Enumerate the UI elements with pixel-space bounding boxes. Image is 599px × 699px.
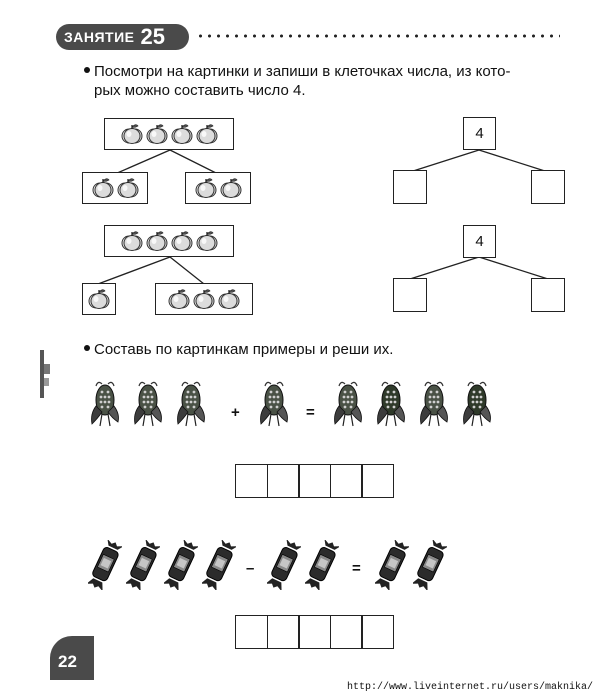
apple-icon xyxy=(218,288,240,310)
candy-icon xyxy=(413,540,447,590)
answer-cell[interactable] xyxy=(235,464,268,498)
example2-result-group xyxy=(375,540,447,590)
answer-cell[interactable] xyxy=(361,464,394,498)
apple-icon xyxy=(193,288,215,310)
tree1-right-apples xyxy=(185,172,251,204)
source-credit: http://www.liveinternet.ru/users/maknika/ xyxy=(346,682,593,693)
apple-icon xyxy=(121,230,143,252)
candy-icon xyxy=(305,540,339,590)
corn-icon xyxy=(331,380,365,428)
lesson-word: ЗАНЯТИЕ xyxy=(64,29,135,45)
candy-icon xyxy=(375,540,409,590)
tree1-left-apples xyxy=(82,172,148,204)
apple-icon xyxy=(146,123,168,145)
apple-icon xyxy=(117,177,139,199)
example1-right-group xyxy=(257,380,291,428)
apple-icon xyxy=(88,288,110,310)
candy-icon xyxy=(164,540,198,590)
answer-cell[interactable] xyxy=(267,464,300,498)
apple-icon xyxy=(92,177,114,199)
answer-cell[interactable] xyxy=(267,615,300,649)
apple-icon xyxy=(146,230,168,252)
answer-cell[interactable] xyxy=(330,615,363,649)
tree1-right-answer-box[interactable] xyxy=(531,170,565,204)
task1-line1: Посмотри на картинки и запиши в клеточках числа, из кото- xyxy=(94,63,511,80)
corn-icon xyxy=(174,380,208,428)
tree2-top-apples xyxy=(104,225,234,257)
tree2-target-box: 4 xyxy=(463,225,496,258)
answer-cell[interactable] xyxy=(298,615,331,649)
example2-right-group xyxy=(267,540,339,590)
apple-icon xyxy=(195,177,217,199)
tree2-left-apples xyxy=(82,283,116,315)
apple-icon xyxy=(196,230,218,252)
equals-sign-2: = xyxy=(352,560,361,577)
plus-sign: + xyxy=(231,404,240,421)
corn-icon xyxy=(374,380,408,428)
apple-icon xyxy=(220,177,242,199)
apple-icon xyxy=(168,288,190,310)
answer-cell[interactable] xyxy=(330,464,363,498)
answer-cell[interactable] xyxy=(361,615,394,649)
example2-left-group xyxy=(88,540,236,590)
corn-icon xyxy=(88,380,122,428)
apple-icon xyxy=(121,123,143,145)
example1-result-group xyxy=(331,380,494,428)
answer-cell[interactable] xyxy=(298,464,331,498)
example1-left-group xyxy=(88,380,208,428)
page-number: 22 xyxy=(58,652,77,671)
answer-cell[interactable] xyxy=(235,615,268,649)
candy-icon xyxy=(202,540,236,590)
tree1-top-apples xyxy=(104,118,234,150)
candy-icon xyxy=(267,540,301,590)
candy-icon xyxy=(126,540,160,590)
equals-sign: = xyxy=(306,404,315,421)
tree1-target-box: 4 xyxy=(463,117,496,150)
example1-answer-cells xyxy=(235,464,394,498)
corn-icon xyxy=(417,380,451,428)
lesson-number: 25 xyxy=(140,24,165,49)
task1-line2: рых можно составить число 4. xyxy=(94,82,306,99)
apple-icon xyxy=(196,123,218,145)
task2-instruction xyxy=(84,340,534,359)
minus-sign: – xyxy=(246,560,255,577)
margin-mark xyxy=(38,350,52,398)
corn-icon xyxy=(131,380,165,428)
bullet-icon xyxy=(84,345,90,351)
corn-icon xyxy=(460,380,494,428)
task2-line1: Составь по картинкам примеры и реши их. xyxy=(94,341,394,358)
tree1-left-answer-box[interactable] xyxy=(393,170,427,204)
example2-answer-cells xyxy=(235,615,394,649)
corn-icon xyxy=(257,380,291,428)
apple-icon xyxy=(171,230,193,252)
tree2-right-answer-box[interactable] xyxy=(531,278,565,312)
apple-icon xyxy=(171,123,193,145)
tree2-right-apples xyxy=(155,283,253,315)
tree2-left-answer-box[interactable] xyxy=(393,278,427,312)
candy-icon xyxy=(88,540,122,590)
